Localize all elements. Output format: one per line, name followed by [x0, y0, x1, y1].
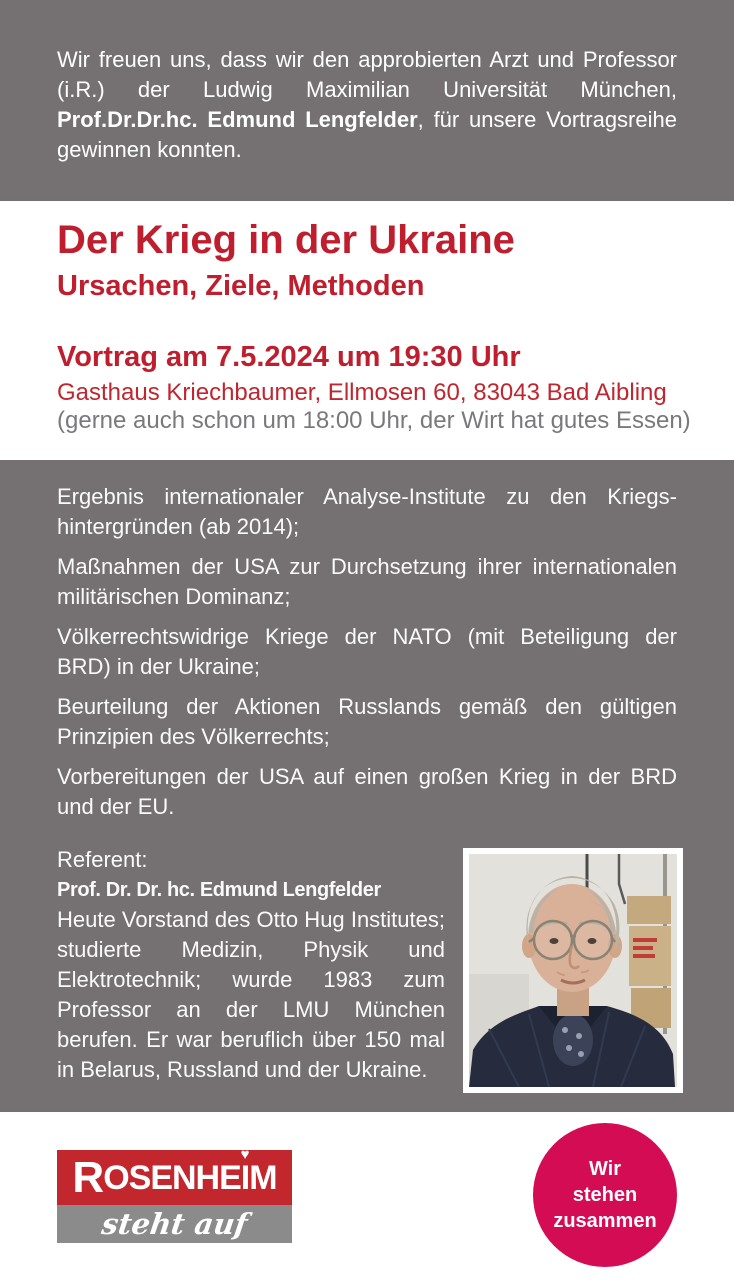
speaker-bio: Heute Vorstand des Otto Hug Institutes; studierte Medizin, Physik und Elektrotechnik; wurde 1983 zum Professor an der LMU München berufen. Er war beruflich über 150 mal in Belarus, Russland und der Ukraine.: [57, 907, 445, 1082]
topic-item: Völkerrechtswidrige Kriege der NATO (mit Beteiligung der BRD) in der Ukraine;: [57, 624, 677, 679]
event-location: Gasthaus Kriechbaumer, Ellmosen 60, 83043 Bad Aibling: [57, 379, 667, 406]
rosenheim-logo: [57, 1145, 292, 1243]
rosenheim-logo-wordmark: [57, 1145, 292, 1205]
logo-letter-m: M: [249, 1158, 277, 1197]
logo-letters-mid: OSENHE: [103, 1158, 241, 1197]
speaker-name-inline: Prof.Dr.Dr.hc. Edmund Lengfelder: [57, 107, 418, 132]
topic-item: Vorbereitungen der USA auf einen großen Krieg in der BRD und der EU.: [57, 764, 677, 819]
topic-item: Beurteilung der Aktionen Russlands gemäß den gültigen Prinzipien des Völkerrechts;: [57, 694, 677, 749]
topic-item: Ergebnis internationaler Analyse-Institute zu den Kriegshintergründen (ab 2014);: [57, 484, 677, 539]
topic-item: Maßnahmen der USA zur Durchsetzung ihrer internationalen militärischen Dominanz;: [57, 554, 677, 609]
logo-letter-r: R: [72, 1152, 104, 1202]
event-title: Der Krieg in der Ukraine: [57, 218, 515, 262]
badge-line: zusammen: [553, 1210, 657, 1232]
heart-icon: ♥: [240, 1145, 250, 1163]
intro-text-pre: Wir freuen uns, dass wir den approbierten Arzt und Professor (i.R.) der Ludwig Maximilian Universität München,: [57, 47, 677, 102]
logo-letter-i-glyph: I: [240, 1158, 250, 1197]
speaker-name: Prof. Dr. Dr. hc. Edmund Lengfelder: [57, 879, 381, 901]
intro-paragraph: [57, 45, 677, 165]
speaker-info: [57, 845, 445, 1085]
intro-text-post: , für unsere Vortragsreihe gewinnen konnten.: [57, 107, 677, 162]
event-datetime: Vortrag am 7.5.2024 um 19:30 Uhr: [57, 341, 521, 373]
logo-letter-i: [240, 1145, 250, 1197]
badge-line: stehen: [572, 1184, 638, 1206]
event-note: (gerne auch schon um 18:00 Uhr, der Wirt hat gutes Essen): [57, 407, 691, 434]
intro-section: [0, 0, 734, 201]
event-subtitle: Ursachen, Ziele, Methoden: [57, 270, 425, 302]
logo-tagline: steht auf: [99, 1206, 250, 1241]
speaker-portrait-illustration: [469, 854, 677, 1087]
badge-line: Wir: [588, 1158, 622, 1180]
speaker-label: Referent:: [57, 847, 148, 872]
speaker-photo: [463, 848, 683, 1093]
solidarity-badge: [533, 1123, 677, 1267]
rosenheim-logo-tagline-band: [57, 1205, 292, 1243]
topics-list: [57, 482, 677, 832]
